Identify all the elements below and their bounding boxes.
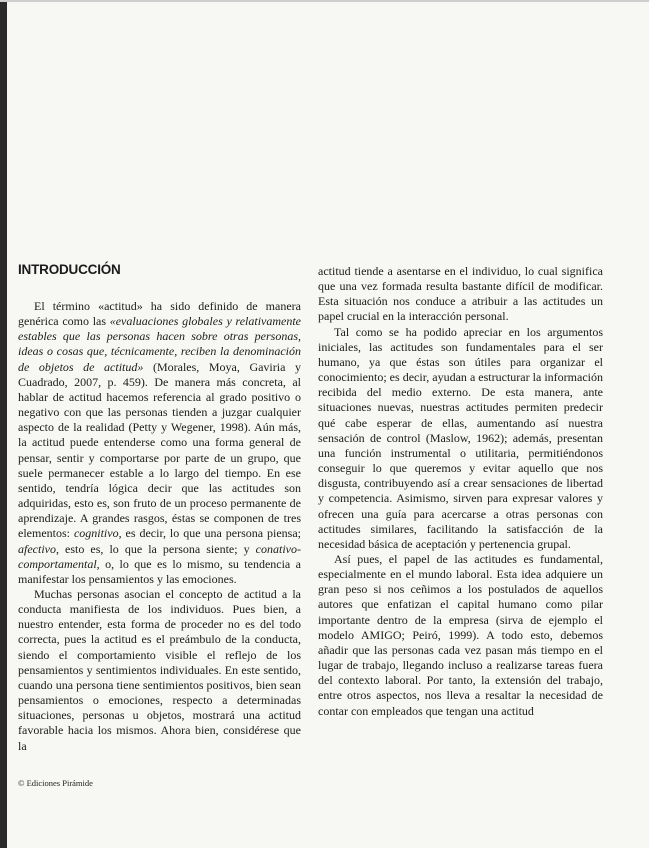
term-affective: afectivo: [18, 541, 56, 556]
right-column: [318, 264, 603, 719]
term-conative: conativo-comportamental: [18, 541, 301, 571]
paragraph-functions: Tal como se ha podido apreciar en los argumentos iniciales, las actitudes son fundamentales para el ser humano, ya que éstas son útiles para organizar el conocimiento; es decir, ayudan a estructurar la información recibida del medio externo. De esta manera, ante situaciones nuevas, nuestras actitudes permiten predecir qué cabe esperar de ellas, aumentando así nuestra sensación de control (Maslow, 1962); además, presentan una función instrumental o utilitaria, permitiéndonos conseguir lo que queremos y evitar aquello que nos disgusta, contribuyendo así a crear sensaciones de libertad y competencia. Asimismo, sirven para expresar valores y ofrecen una guía para acercarse a otras personas con actitudes similares, facilitando la satisfacción de la necesidad básica de aceptación y pertenencia grupal.: [318, 324, 603, 551]
page-top-edge: [0, 0, 649, 2]
left-column: [18, 262, 301, 754]
paragraph-conduct: Muchas personas asocian el concepto de actitud a la conducta manifiesta de los individuos. Pues bien, a nuestro entender, esta forma de proceder no es del todo correcta, pues la actitud es el preámbulo de la conducta, siendo el comportamiento visible el reflejo de los pensamientos y sentimientos individuales. En este sentido, cuando una persona tiene sentimientos positivos, bien sean pensamientos o emociones, respecto a determinadas situaciones, personas u objetos, mostrará una actitud favorable hacia los mismos. Ahora bien, considérese que la: [18, 586, 301, 753]
section-heading: INTRODUCCIÓN: [18, 262, 121, 277]
paragraph-definition: El término «actitud» ha sido definido de manera genérica como las «evaluaciones globales y relativamente estables que las personas hacen sobre otras personas, ideas o cosas que, técnicamente, reciben la denominación de objetos de actitud» (Morales, Moya, Gaviria y Cuadrado, 2007, p. 459). De manera más concreta, al hablar de actitud hacemos referencia al grado positivo o negativo con que las personas tienden a juzgar cualquier aspecto de la realidad (Petty y Wegener, 1998). Aún más, la actitud puede entenderse como una forma general de pensar, sentir y comportarse por parte de un grupo, que suele permanecer estable a lo largo del tiempo. En ese sentido, tendría lógica decir que las actitudes son adquiridas, esto es, son fruto de un proceso permanente de aprendizaje. A grandes rasgos, éstas se componen de tres elementos: cognitivo, es decir, lo que una persona piensa; afectivo, esto es, lo que la persona siente; y conativo-comportamental, o, lo que es lo mismo, su tendencia a manifestar los pensamientos y las emociones.: [18, 299, 302, 586]
page-binding-edge: [0, 0, 7, 848]
paragraph-workplace: Así pues, el papel de las actitudes es fundamental, especialmente en el mundo laboral. Esta idea adquiere un gran peso si nos ceñimos a los postulados de aquellos autores que enfatizan el capital humano como pilar importante dentro de la empresa (sirva de ejemplo el modelo AMIGO; Peiró, 1999). A todo esto, debemos añadir que las personas cada vez pasan más tiempo en el lugar de trabajo, llegando incluso a realizarse tareas fuera del contexto laboral. Por tanto, la extensión del trabajo, entre otros aspectos, nos lleva a resaltar la necesidad de contar con empleados que tengan una actitud: [318, 551, 603, 718]
publisher-footer: © Ediciones Pirámide: [18, 778, 93, 788]
quoted-definition: «evaluaciones globales y relativamente estables que las personas hacen sobre otras personas, ideas o cosas que, técnicamente, reciben la denominación de objetos de actitud»: [18, 314, 302, 374]
paragraph-continuation: actitud tiende a asentarse en el individuo, lo cual significa que una vez formada resulta bastante difícil de modificar. Esta situación nos conduce a atribuir a las actitudes un papel crucial en la interacción personal.: [318, 264, 603, 324]
term-cognitive: cognitivo: [73, 526, 119, 541]
